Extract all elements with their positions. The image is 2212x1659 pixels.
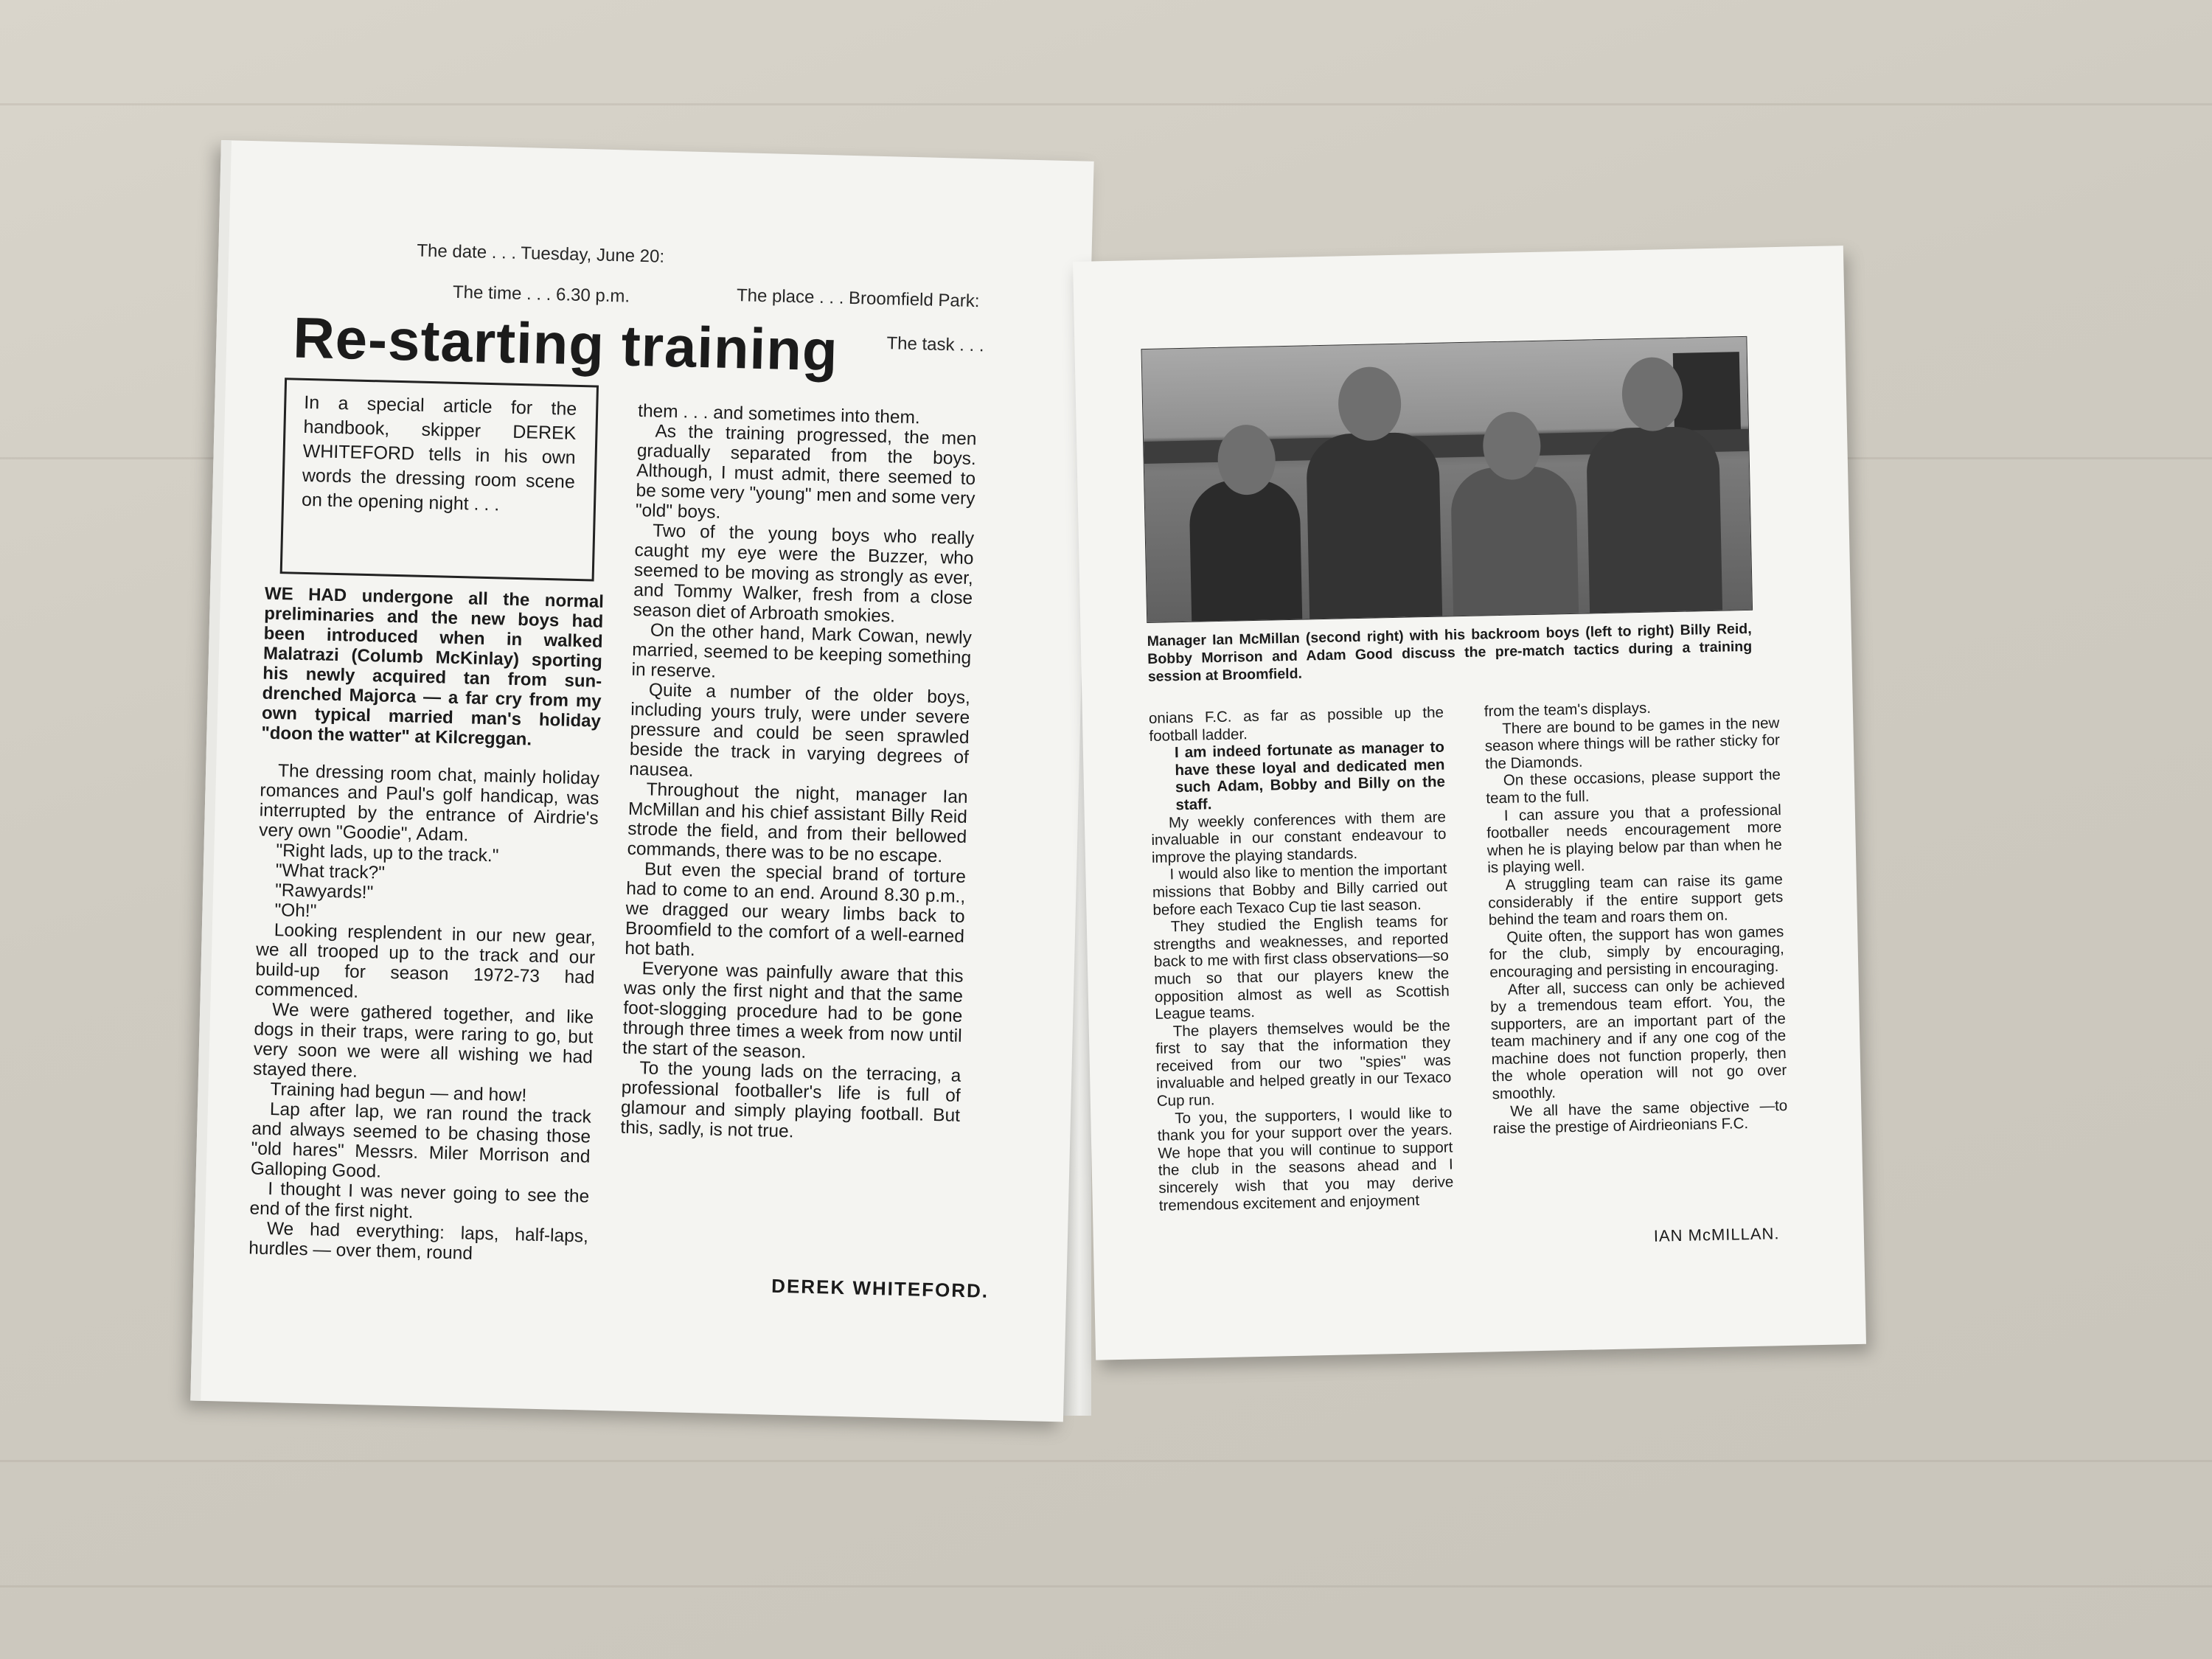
- paragraph: To you, the supporters, I would like to thank you for your support over the years. We hope that you will continue to support the club in the seasons ahead and I sincerely wish that you may derive tremendous excitement and enjoyment: [1157, 1104, 1454, 1214]
- intro-box: [280, 378, 599, 581]
- paragraph: Quite a number of the older boys, including yours truly, were under severe pressure and could be seen sprawled beside the track in varying degrees of nausea.: [628, 680, 971, 781]
- table-grain: [0, 1585, 2212, 1587]
- paragraph: We had everything: laps, half-laps, hurdles — over them, round: [248, 1218, 589, 1264]
- meta-task: The task . . .: [886, 333, 984, 356]
- paragraph: "Rawyards!": [274, 880, 374, 903]
- paragraph: I would also like to mention the important missions that Bobby and Billy carried out before each Texaco Cup tie last season.: [1152, 860, 1448, 919]
- person-figure: [1586, 426, 1722, 613]
- paragraph: from the team's displays.: [1484, 699, 1652, 720]
- manager-signature: IAN McMILLAN.: [1653, 1224, 1780, 1245]
- paragraph: Lap after lap, we ran round the track and always seemed to be chasing those "old hares" Messrs. Miler Morrison and Galloping Good.: [250, 1099, 592, 1182]
- team-photo: [1141, 336, 1753, 623]
- paragraph: After all, success can only be achieved by a tremendous team effort. You, the supporters, are an important part of the team machinery and if any one cog of the machine does not function properly, then the whole operation will not go over smoothly.: [1490, 975, 1787, 1103]
- left-page: [190, 140, 1093, 1422]
- author-signature: DEREK WHITEFORD.: [771, 1274, 990, 1302]
- paragraph: On the other hand, Mark Cowan, newly married, seemed to be keeping something in reserve.: [631, 620, 973, 682]
- paragraph: We all have the same objective —to raise the prestige of Airdrieonians F.C.: [1492, 1096, 1788, 1138]
- photo-caption: Manager Ian McMillan (second right) with his backroom boys (left to right) Billy Reid, Bobby Morrison and Adam Good discuss the pre-match tactics during a training session at Broomfield.: [1147, 620, 1753, 685]
- paragraph: We were gathered together, and like dogs in their traps, were raring to go, but very soon we were all wishing we had stayed there.: [252, 1000, 594, 1082]
- meta-time: The time . . . 6.30 p.m.: [452, 282, 630, 307]
- article-column-4: [1484, 697, 1788, 1138]
- right-page: [1073, 246, 1866, 1360]
- paragraph: On these occasions, please support the team to the full.: [1486, 766, 1781, 807]
- person-figure: [1306, 432, 1442, 619]
- article-column-3: [1149, 704, 1454, 1214]
- paragraph: Looking resplendent in our new gear, we all trooped up to the track and our build-up for season 1972-73 had commenced.: [254, 920, 597, 1002]
- paragraph: Quite often, the support has won games for the club, simply by encouraging, encouraging and persisting in encouraging.: [1489, 922, 1784, 981]
- meta-date: The date . . . Tuesday, June 20:: [417, 240, 665, 267]
- paragraph: They studied the English teams for strengths and weaknesses, and reported back to me with first class observations—so much so that our players knew the opposition almost as well as Scottish League teams.: [1153, 912, 1450, 1023]
- paragraph: Training had begun — and how!: [270, 1079, 527, 1106]
- paragraph: The dressing room chat, mainly holiday romances and Paul's golf handicap, was interrupted by the entrance of Airdrie's very own "Goodie", Adam.: [258, 761, 600, 846]
- person-figure: [1189, 479, 1302, 622]
- meta-place: The place . . . Broomfield Park:: [736, 285, 980, 312]
- article-title: Re-starting training: [292, 305, 839, 383]
- article-lead: WE HAD undergone all the normal preliminaries and the new boys had been introduced when in walked Malatrazi (Columb McKinlay) sporting his newly acquired tan from sun-drenched Majorca — a far cry from my own typical married man's holiday "doon the watter" at Kilcreggan.: [261, 583, 605, 750]
- paragraph: "What track?": [275, 860, 386, 883]
- paragraph: I thought I was never going to see the end of the first night.: [249, 1178, 590, 1222]
- paragraph: Everyone was painfully aware that this was only the first night and that the same foot-slogging procedure had to be gone through three times a week from now until the start of the season.: [622, 959, 964, 1062]
- paragraph: Two of the young boys who really caught my eye were the Buzzer, who seemed to be moving as strongly as ever, and Tommy Walker, fresh from a close season diet of Arbroath smokies.: [633, 521, 975, 627]
- paragraph: There are bound to be games in the new season where things will be rather sticky for the Diamonds.: [1484, 714, 1781, 773]
- article-column-1: [248, 761, 599, 1267]
- table-grain: [0, 103, 2212, 105]
- intro-text: In a special article for the handbook, skipper DEREK WHITEFORD tells in his own words the dressing room scene on the opening night . . .: [301, 392, 577, 515]
- paragraph: The players themselves would be the first to say that the information they received from our two "spies" was invaluable and helped greatly in our Texaco Cup run.: [1155, 1017, 1452, 1110]
- paragraph: But even the special brand of torture had to come to an end. Around 8.30 p.m., we dragged our weary limbs back to Broomfield to the comfort of a well-earned hot bath.: [625, 859, 967, 961]
- paragraph: A struggling team can raise its game considerably if the entire support gets behind the team and roars them on.: [1488, 870, 1784, 929]
- table-grain: [0, 1460, 2212, 1462]
- paragraph: them . . . and sometimes into them.: [637, 400, 921, 428]
- paragraph: "Oh!": [274, 900, 317, 922]
- paragraph: As the training progressed, the men gradually separated from the boys. Although, I must admit, there seemed to be some very "young" men and some very "old" boys.: [635, 421, 977, 523]
- paragraph: onians F.C. as far as possible up the football ladder.: [1148, 703, 1444, 745]
- paragraph: "Right lads, up to the track.": [276, 841, 499, 866]
- person-figure: [1450, 466, 1579, 616]
- paragraph: Throughout the night, manager Ian McMillan and his chief assistant Billy Reid strode the field, and from their bellowed commands, there was to be no escape.: [627, 779, 968, 867]
- paragraph: My weekly conferences with them are invaluable in our constant endeavour to improve the playing standards.: [1151, 808, 1447, 866]
- paragraph: To the young lads on the terracing, a professional footballer's life is full of glamour and simply playing football. But this, sadly, is not true.: [620, 1058, 961, 1142]
- article-column-2: [620, 401, 977, 1146]
- paragraph: I can assure you that a professional footballer needs encouragement more when he is playing below par than when he is playing well.: [1486, 801, 1783, 877]
- paragraph: I am indeed fortunate as manager to have these loyal and dedicated men such Adam, Bobby and Billy on the staff.: [1174, 738, 1446, 814]
